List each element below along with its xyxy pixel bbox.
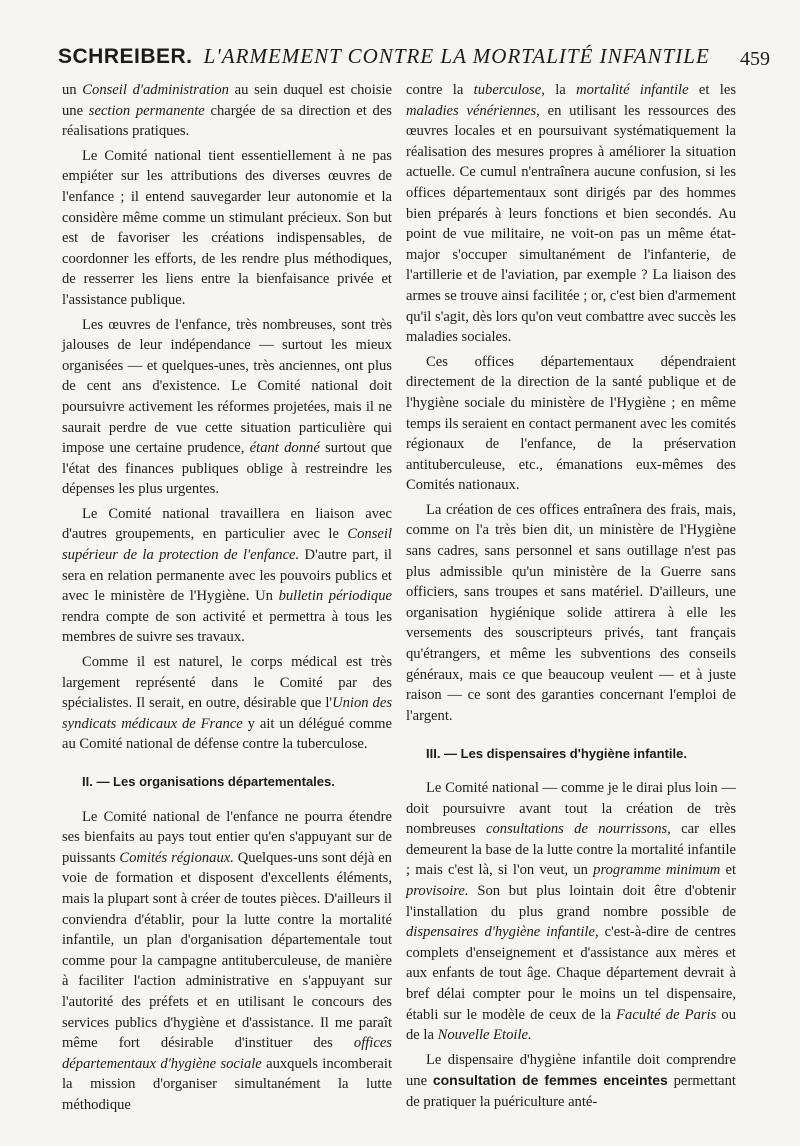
emphasis-text: tuberculose	[473, 82, 542, 98]
body-text: La création de ces offices entraînera des frais, mais, comme on l'a très bien dit, un ministère de l'Hygiène sans cadres, sans personnel et sans outillage n'est pas plus admissible qu'un ministère de la Guerre sans officiers, sans troupes et sans matériel. D'ailleurs, une organisation hygiénique solide attirera à elle les versements des souscripteurs privés, tant français qu'étrangers, et même les subventions des conseils généraux, mais ce que beaucoup veulent — et à juste raison — ce sont des garanties concernant l'emploi de l'argent.	[406, 501, 736, 724]
body-text: , car elles demeurent la base de la lutte contre la mortalité infantile ; mais c'est là, si l'on veut, un	[406, 821, 736, 879]
emphasis-text: Comités régionaux.	[119, 849, 234, 866]
emphasis-text: mortalité infantile	[576, 82, 689, 98]
body-text: surtout que l'état des finances publiques oblige à restreindre les dépenses les plus urgentes.	[62, 440, 392, 498]
body-text: Le Comité national — comme je le dirai plus loin — doit poursuivre avant tout la création de très nombreuses	[406, 780, 736, 838]
header-title: L'ARMEMENT CONTRE LA MORTALITÉ INFANTILE	[203, 44, 710, 68]
body-text: , la	[541, 82, 577, 98]
body-text: auxquels incomberait la mission d'organiser simultanément la lutte méthodique	[62, 1055, 393, 1113]
body-text: permettant de pratiquer la puériculture anté-	[406, 1073, 736, 1110]
body-text: Comme il est naturel, le corps médical est très largement représenté dans le Comité par des spécialistes. Il serait, en outre, désirable que l'	[62, 654, 392, 712]
body-text: , c'est-à-dire de centres complets d'enseignement et d'assistance aux mères et aux enfants de tout âge. Chaque département devrait à bref délai compter pour le moins un tel dispensaire, établi sur le modèle de ceux de la	[406, 924, 736, 1023]
body-text: Ces offices départementaux dépendraient directement de la direction de la santé publique et de l'hygiène sociale du ministère de l'Hygiène ; en même temps ils seraient en contact permanent avec les comités régionaux de l'enfance, de la préservation antituberculeuse, etc., émanations eux-mêmes des Comités nationaux.	[406, 353, 736, 494]
emphasis-text: programme minimum	[593, 862, 721, 879]
paragraph	[62, 315, 392, 500]
section-heading: II. — Les organisations départementales.	[82, 774, 335, 789]
page-number: 459	[740, 48, 770, 70]
emphasis-text: offices départementaux d'hygiène sociale	[62, 1035, 392, 1072]
emphasis-text: maladies vénériennes	[406, 102, 537, 119]
emphasis-text: étant donné	[249, 440, 320, 457]
paragraph	[406, 1050, 736, 1113]
body-text: et les	[688, 82, 736, 98]
emphasis-text: section permanente	[88, 102, 205, 119]
emphasis-text: provisoire.	[406, 882, 469, 899]
left-column	[62, 80, 392, 1116]
body-text: y ait un délégué comme au Comité national de défense contre la tuberculose.	[62, 715, 393, 753]
paragraph	[406, 80, 736, 348]
emphasis-text: Conseil supérieur de la protection de l'enfance.	[62, 526, 392, 564]
paragraph	[62, 504, 392, 648]
paragraph	[406, 778, 736, 1046]
body-text: chargée de sa direction et des réalisations pratiques.	[62, 102, 392, 140]
body-text: , en utilisant les ressources des œuvres locales et en poursuivant systématiquement la réalisation des mesures propres à améliorer la situation actuelle. Ce cumul n'entraînera aucune confusion, si les offices départementaux sont dirigés par des hommes bien préparés à leurs fonctions et bien secondés. Au point de vue militaire, ne voit-on pas un même état-major s'occuper simultanément de l'infanterie, de l'artillerie et de l'aviation, par exemple ? La liaison des armes se trouve ainsi facilitée ; or, c'est bien d'armement qu'il s'agit, dès lors qu'on veut combattre avec succès les maladies sociales.	[406, 102, 736, 346]
body-text: au sein duquel est choisie une	[62, 82, 392, 119]
body-text: Quelques-uns sont déjà en voie de formation et disposent d'excellents éléments, mais la plupart sont à créer de toutes pièces. D'ailleurs il conviendra d'établir, pour la lutte contre la mortalité infantile, un plan d'organisation départementale tout comme pour la campagne antituberculeuse, de manière à faciliter l'action administrative en s'appuyant sur l'autorité des préfets et en utilisant le concours des services publics d'hygiène et d'assistance. Il me paraît même fort désirable d'instituer des	[62, 849, 392, 1052]
paragraph	[406, 500, 736, 727]
emphasis-text: bulletin périodique	[278, 588, 392, 605]
emphasis-text: Union des syndicats médicaux de France	[62, 695, 392, 732]
right-column	[406, 80, 736, 1113]
paragraph	[62, 146, 392, 311]
body-text: Le Comité national travaillera en liaison avec d'autres groupements, en particulier avec le	[62, 505, 392, 543]
emphasis-text: Nouvelle Etoile.	[437, 1027, 532, 1044]
body-text: D'autre part, il sera en relation permanente avec les pouvoirs publics et avec le ministère de l'Hygiène. Un	[62, 547, 392, 605]
body-text: ou de la	[406, 1006, 736, 1044]
body-text: et	[720, 862, 737, 879]
emphasis-text: Conseil d'administration	[82, 82, 229, 98]
emphasis-text: dispensaires d'hygiène infantile	[406, 924, 595, 941]
body-text: Le Comité national tient essentiellement à ne pas empiéter sur les attributions des diverses œuvres de l'enfance ; il entend sauvegarder leur autonomie et la considère même comme un stimulant précieux. Son but est de favoriser les créations indispensables, de coordonner les efforts, de les rendre plus méthodiques, de resserrer les liens entre la bienfaisance privée et l'assistance publique.	[62, 147, 392, 308]
header-author: SCHREIBER.	[58, 45, 193, 68]
body-text: Son but plus lointain doit être d'obtenir l'installation du plus grand nombre possible de	[406, 882, 736, 920]
bold-text: consultation de femmes enceintes	[432, 1072, 668, 1089]
paragraph	[62, 652, 392, 755]
paragraph	[62, 807, 392, 1116]
body-text: rendra compte de son activité et permettra à tous les membres de suivre ses travaux.	[62, 608, 392, 646]
body-text: Les œuvres de l'enfance, très nombreuses, sont très jalouses de leur indépendance — surtout les mieux organisées — et quelques-unes, très anciennes, ont plus de cent ans d'existence. Le Comité national doit poursuivre activement les réformes projetées, mais il ne saurait perdre de vue cette situation particulière qui impose une certaine prudence,	[62, 316, 392, 457]
emphasis-text: consultations de nourrissons	[486, 821, 668, 838]
paragraph	[62, 80, 392, 142]
body-text: un	[62, 82, 83, 98]
body-text: Le Comité national de l'enfance ne pourra étendre ses bienfaits au pays tout entier qu'en s'appuyant sur de puissants	[62, 808, 392, 866]
section-heading: III. — Les dispensaires d'hygiène infantile.	[426, 746, 687, 762]
emphasis-text: Faculté de Paris	[616, 1006, 717, 1023]
body-text: contre la	[406, 82, 474, 98]
body-text: Le dispensaire d'hygiène infantile doit comprendre une	[406, 1051, 736, 1090]
paragraph	[406, 352, 736, 496]
running-header	[58, 44, 770, 74]
